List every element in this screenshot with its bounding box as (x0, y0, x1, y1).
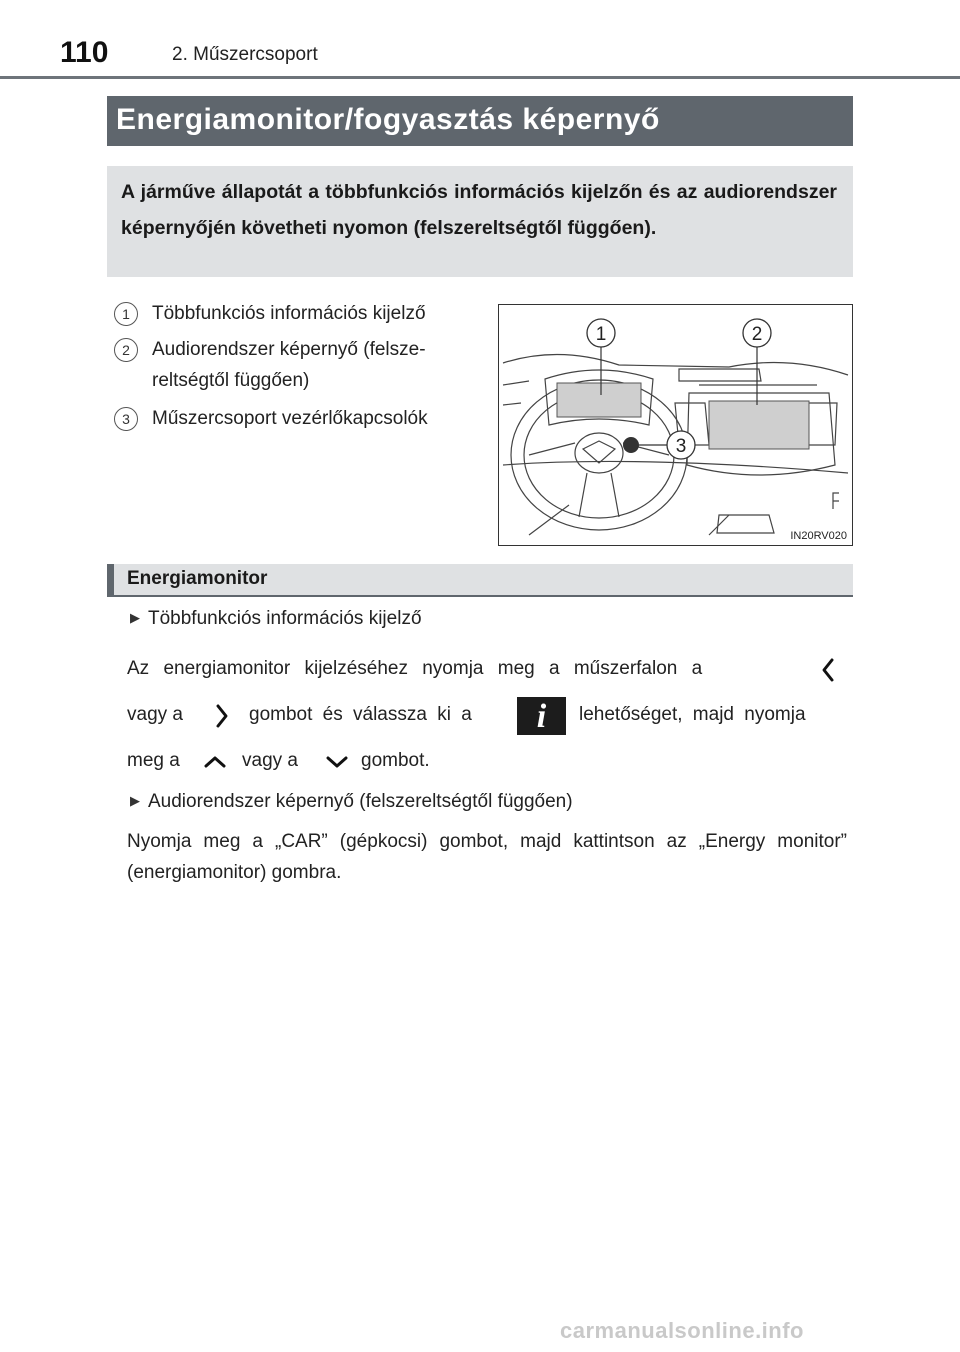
footer-watermark: carmanualsonline.info (560, 1318, 804, 1343)
intro-text: A járműve állapotát a többfunkciós információs kijelzőn és az audiorendszer képernyőjén követheti nyomon (felszereltségtől függően). (121, 181, 837, 239)
legend-text-line2: reltségtől függően) (152, 370, 310, 391)
para1-line2 (127, 700, 847, 732)
bullet-text: Audiorendszer képernyő (felszereltségtől függően) (148, 791, 573, 812)
bullet-text: Többfunkciós információs kijelző (148, 608, 422, 629)
triangle-bullet-icon: ▶ (130, 793, 140, 808)
info-icon: i (517, 697, 566, 735)
callout-3: 3 (675, 436, 687, 457)
legend-item-3 (114, 403, 474, 434)
page-number: 110 (60, 36, 109, 69)
callout-1: 1 (595, 324, 607, 345)
chevron-down-icon (323, 752, 351, 772)
page-title: Energiamonitor/fogyasztás képernyő (116, 103, 660, 136)
para1-text: gombot. (361, 750, 430, 771)
bullet-item (130, 608, 422, 630)
chevron-left-icon (817, 656, 839, 684)
section-accent (107, 564, 114, 595)
para1-text: Az energiamonitor kijelzéséhez nyomja meg a műszerfalon a (127, 658, 703, 679)
chevron-up-icon (201, 752, 229, 772)
legend-item-1 (114, 298, 474, 329)
triangle-bullet-icon: ▶ (130, 610, 140, 625)
legend-text-line1: Audiorendszer képernyő (felsze- (152, 339, 426, 360)
legend-number: 1 (114, 302, 138, 326)
para1-text: vagy a (242, 750, 298, 771)
para1-text: gombot és válassza ki a (249, 704, 472, 725)
illustration-code: IN20RV020 (790, 530, 847, 542)
dashboard-drawing (499, 305, 852, 545)
para1-text: vagy a (127, 704, 183, 725)
para2: Nyomja meg a „CAR” (gépkocsi) gombot, majd kattintson az „Energy monitor” (energiamonitor) gombra. (127, 831, 847, 883)
section-title: Energiamonitor (127, 568, 268, 589)
para1-text: lehetőséget, majd nyomja (579, 704, 806, 725)
legend-number: 3 (114, 407, 138, 431)
para1-line3 (127, 746, 847, 778)
section-rule (107, 595, 853, 597)
para1-text: meg a (127, 750, 180, 771)
legend-number: 2 (114, 338, 138, 362)
legend-text: Műszercsoport vezérlőkapcsolók (152, 408, 428, 429)
header-rule (0, 76, 960, 79)
bullet-item (130, 791, 573, 813)
chevron-right-icon (211, 702, 233, 730)
chapter-title: 2. Műszercsoport (172, 44, 318, 65)
para1-line1 (127, 654, 847, 686)
legend-text: Többfunkciós információs kijelző (152, 303, 426, 324)
dashboard-illustration (498, 304, 853, 546)
callout-2: 2 (751, 324, 763, 345)
legend-item-2 (114, 334, 474, 396)
